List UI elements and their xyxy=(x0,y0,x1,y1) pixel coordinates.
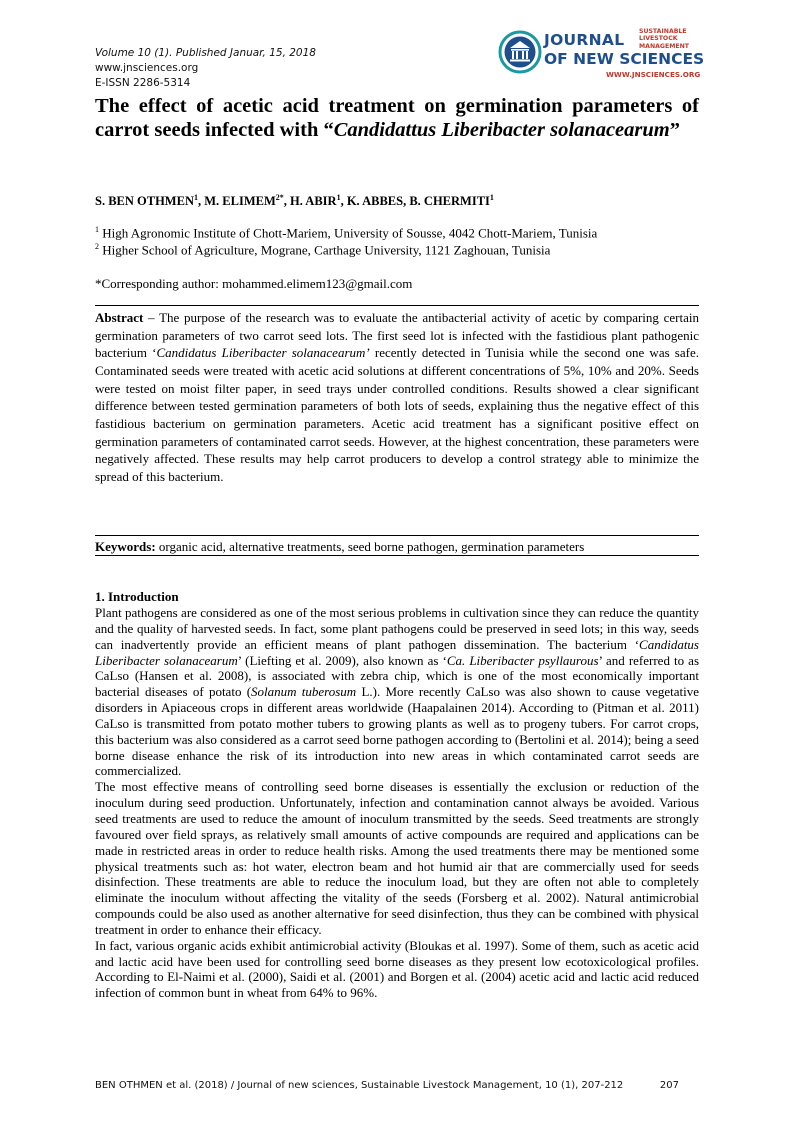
paragraph: The most effective means of controlling seed borne diseases is essentially the exclusion or reduction of the inoculum during seed production. Unfortunately, infection and contamination cannot always be avoided. Various seed treatments are used to reduce the amount of inoculum transmitted by the seeds. Seed treatments are strongly favoured over field sprays, as relatively small amounts of active compounds are required and applications can be made in restricted areas in order to reduce health risks. Among the used treatments there may be mentioned some physical treatments such as: hot water, electron beam and hot humid air that are commercially used for seeds disinfection. These treatments are able to reduce the inoculum load, but they are often not able to completely eliminate the inoculum without affecting the vitality of the seeds (Forsberg et al. 2002). Natural antimicrobial compounds could be also used as another alternative for seed disinfection, thus they can be combined with physical treatment in order to enhance their efficacy. xyxy=(95,779,699,937)
divider xyxy=(95,535,699,536)
logo-sub-line: MANAGEMENT xyxy=(639,42,690,50)
introduction-body xyxy=(95,605,699,1001)
keywords-text: organic acid, alternative treatments, seed borne pathogen, germination parameters xyxy=(155,539,585,554)
author-list: S. BEN OTHMEN$^1$, M. $ELIMEM^{2*}$, H. ABIR$^1$, K. ABBES, B. CHERMITI$^1$ xyxy=(95,193,494,209)
author-name: S. BEN OTHMEN xyxy=(95,194,194,209)
keywords-label: Keywords: xyxy=(95,539,156,554)
eissn-line: E-ISSN 2286-5314 xyxy=(95,77,191,89)
abstract-text: The purpose of the research was to evaluate the antibacterial activity of acetic by comparing certain germination parameters of two carrot seed lots. The first seed lot is infected with the fastidious plant pathogenic bacterium ‘ xyxy=(95,310,699,361)
affiliation-sup: 1 xyxy=(95,225,99,234)
logo-url: WWW.JNSCIENCES.ORG xyxy=(606,70,701,79)
logo-word-new-sciences: OF NEW SCIENCES xyxy=(544,50,705,68)
building-emblem-icon xyxy=(498,30,542,74)
author-sup: 1 xyxy=(193,193,198,202)
italic-text: Solanum tuberosum xyxy=(251,684,357,700)
title-text-end: ” xyxy=(669,119,680,141)
logo-subtitle xyxy=(639,28,689,50)
author-name: K. ABBES xyxy=(346,194,404,209)
title-italic-organism: Candidattus Liberibacter solanacearum xyxy=(333,119,670,141)
abstract-paragraph xyxy=(95,309,699,486)
title-text: The effect of acetic acid treatment on germination parameters of carrot seeds infected with “ xyxy=(95,95,699,141)
affiliation-text: Higher School of Agriculture, Mograne, Carthage University, 1121 Zaghouan, Tunisia xyxy=(102,242,551,258)
paragraph: In fact, various organic acids exhibit antimicrobial activity (Bloukas et al. 1997). Some of them, such as acetic acid and lactic acid have been used for controlling seed borne diseases as they present low ecotoxicological profiles. According to El-Naimi et al. (2000), Saidi et al. (2001) and Borgen et al. (2004) acetic acid and lactic acid reduced infection of common bunt in wheat from 64% to 96%. xyxy=(95,937,699,1001)
author-sup: 1 xyxy=(489,193,494,202)
paragraph-text: ’ (Liefting et al. 2009), also known as ‘ xyxy=(237,652,447,668)
affiliation-2 xyxy=(95,242,550,258)
abstract-dash: – xyxy=(143,310,160,325)
footer-citation: BEN OTHMEN et al. (2018) / Journal of new sciences, Sustainable Livestock Management, 10 (1), 207-212 xyxy=(95,1080,624,1091)
section-heading-introduction: 1. Introduction xyxy=(95,589,179,604)
divider xyxy=(95,305,699,306)
author-sup: 1 xyxy=(336,193,341,202)
abstract-text: recently detected in Tunisia while the second one was safe. Contaminated seeds were treated with acetic acid solutions at different concentrations of 5%, 10% and 20%. Seeds were tested on moist filter paper, in seed trays under controlled conditions. Results showed a clear significant difference between tested germination parameters of both lots of seeds, explaining thus the negative effect of this fastidious bacterium on germination parameters. Acetic acid treatment has a significant positive effect on germination parameters of contaminated carrot seeds. However, at the highest concentration, these parameters were negatively affected. These results may help carrot producers to develop a control strategy able to minimize the spread of this bacterium. xyxy=(95,345,699,484)
paragraph-text: ’ and referred to as CaLso (Hansen et al. 2008), is associated with zebra chip, which is one of the most economically important bacterial diseases of potato ( xyxy=(95,652,700,700)
page-number: 207 xyxy=(659,1080,679,1091)
corresponding-author: *Corresponding author: mohammed.elimem123@gmail.com xyxy=(95,276,413,291)
author-sup: 2* xyxy=(275,193,284,202)
paragraph xyxy=(95,605,699,779)
logo-word-journal: JOURNAL xyxy=(544,31,625,49)
author-name: H. ABIR xyxy=(290,194,337,209)
volume-line: Volume 10 (1). Published Januar, 15, 2018 xyxy=(95,47,316,59)
keywords-line xyxy=(95,539,699,555)
affiliation-text: High Agronomic Institute of Chott-Mariem, University of Sousse, 4042 Chott-Mariem, Tunisia xyxy=(102,225,598,241)
journal-logo xyxy=(498,28,703,84)
affiliation-1 xyxy=(95,225,597,241)
logo-sub-line: SUSTAINABLE xyxy=(639,28,687,35)
logo-sub-line: LIVESTOCK xyxy=(639,35,678,43)
italic-text: Candidatus Liberibacter solanacearum xyxy=(95,636,699,668)
paragraph-text: Plant pathogens are considered as one of the most serious problems in cultivation since they can reduce the quantity and the quality of harvested seeds. In fact, some plant pathogens could be preserved in seed lots; in this way, seeds can inadvertently provide an efficient means of plant pathogen dissemination. The bacterium ‘ xyxy=(95,605,699,652)
italic-text: Ca. Liberibacter psyllaurous xyxy=(446,652,599,668)
abstract-italic: Candidatus Liberibacter solanacearum’ xyxy=(156,345,370,361)
paragraph-text: L.). More recently CaLso was also shown to cause vegetative disorders in Apiaceous crops in different areas worldwide (Haapalainen 2014). According to (Pitman et al. 2011) CaLso is transmitted from potato mother tubers to growing plants as well as to progeny tubers. For carrot crops, this bacterium was also considered as a carrot seed borne pathogen according to (Bertolini et al. 2014); being a seed borne disease enhance the risk of its introduction into new areas in which contaminated carrot seeds are commercialized. xyxy=(95,684,700,779)
journal-header-meta xyxy=(95,46,316,91)
affiliation-sup: 2 xyxy=(95,242,99,251)
page-footer xyxy=(95,1080,699,1091)
divider xyxy=(95,555,699,556)
author-name: M. ELIMEM xyxy=(204,194,276,209)
abstract-label: Abstract xyxy=(95,310,144,325)
article-title xyxy=(95,94,699,142)
author-name: B. CHERMITI xyxy=(409,194,490,209)
journal-website-link[interactable]: www.jnsciences.org xyxy=(95,62,199,74)
